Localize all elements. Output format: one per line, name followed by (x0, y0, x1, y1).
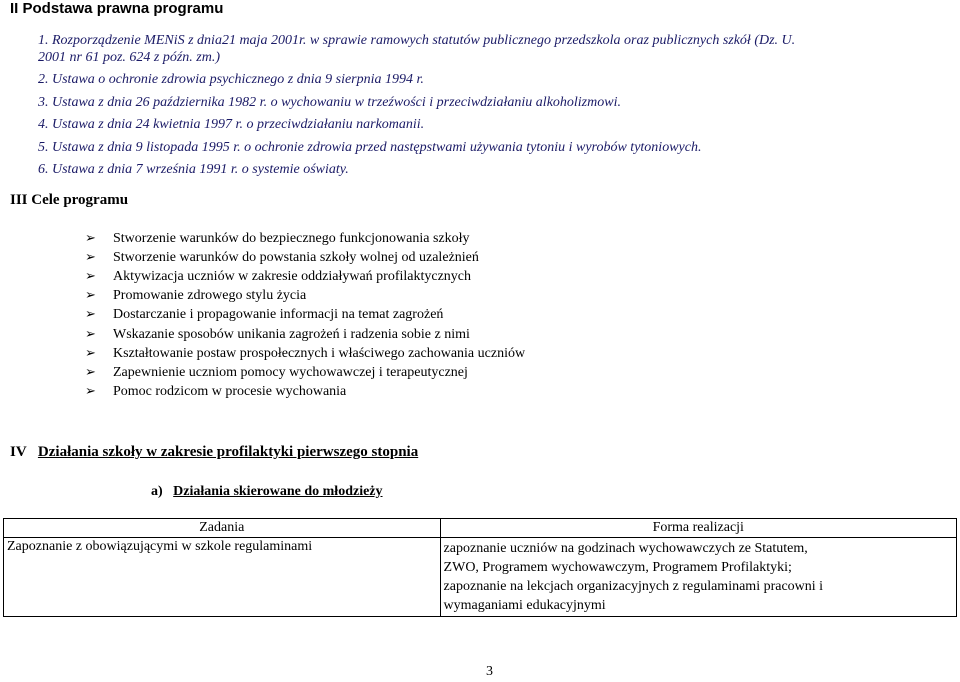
goal-item (85, 365, 468, 381)
form-line: zapoznanie uczniów na godzinach wychowawczych ze Statutem, (443, 541, 808, 556)
goal-item (85, 288, 306, 304)
arrowhead-bullet-icon: ➢ (85, 288, 96, 304)
subsection-title: Działania skierowane do młodzieży (173, 484, 383, 499)
goal-text: Stworzenie warunków do bezpiecznego funkcjonowania szkoły (113, 231, 470, 246)
goal-item (85, 346, 525, 362)
table-row (4, 538, 957, 617)
actions-table (3, 518, 957, 617)
law-item-3: 3. Ustawa z dnia 26 października 1982 r. o wychowaniu w trzeźwości i przeciwdziałaniu alkoholizmowi. (38, 95, 621, 110)
section-4-title: Działania szkoły w zakresie profilaktyki pierwszego stopnia (37, 444, 419, 460)
section-4-heading (10, 444, 418, 461)
arrowhead-bullet-icon: ➢ (85, 383, 96, 399)
arrowhead-bullet-icon: ➢ (85, 307, 96, 323)
section-2-heading: II Podstawa prawna programu (10, 0, 224, 17)
arrowhead-bullet-icon: ➢ (85, 326, 96, 342)
subsection-letter: a) (151, 484, 163, 499)
arrowhead-bullet-icon: ➢ (85, 364, 96, 380)
goal-item (85, 327, 470, 343)
goal-item (85, 384, 346, 400)
law-item-1: 1. Rozporządzenie MENiS z dnia21 maja 2001r. w sprawie ramowych statutów publicznego przedszkola oraz publicznych szkół (Dz. U. (38, 33, 796, 48)
law-item-5: 5. Ustawa z dnia 9 listopada 1995 r. o ochronie zdrowia przed następstwami używania tytoniu i wyrobów tytoniowych. (38, 140, 702, 155)
goal-text: Promowanie zdrowego stylu życia (113, 288, 307, 304)
goal-item (85, 250, 479, 266)
section-3-heading: III Cele programu (10, 192, 129, 208)
arrowhead-bullet-icon: ➢ (85, 250, 96, 266)
goal-text: Kształtowanie postaw prospołecznych i właściwego zachowania uczniów (113, 345, 526, 361)
goal-text: Dostarczanie i propagowanie informacji na temat zagrożeń (113, 307, 444, 323)
law-item-2: 2. Ustawa o ochronie zdrowia psychicznego z dnia 9 sierpnia 1994 r. (38, 72, 424, 87)
law-item-4: 4. Ustawa z dnia 24 kwietnia 1997 r. o przeciwdziałaniu narkomanii. (38, 117, 425, 132)
goal-text: Stworzenie warunków do powstania szkoły wolnej od uzależnień (113, 250, 479, 266)
goal-text: Pomoc rodzicom w procesie wychowania (113, 383, 347, 399)
goal-item (85, 307, 443, 323)
page-number: 3 (486, 664, 493, 679)
subsection-heading (151, 484, 383, 500)
goal-text: Zapewnienie uczniom pomocy wychowawczej i terapeutycznej (113, 364, 468, 380)
cell-form (440, 538, 956, 617)
form-line: ZWO, Programem wychowawczym, Programem Profilaktyki; (443, 560, 792, 575)
header-form: Forma realizacji (440, 519, 956, 538)
goal-text: Wskazanie sposobów unikania zagrożeń i radzenia sobie z nimi (113, 326, 470, 342)
goal-item (85, 269, 471, 285)
form-line: wymaganiami edukacyjnymi (443, 598, 606, 613)
goal-item (85, 231, 470, 247)
law-item-1-continued: 2001 nr 61 poz. 624 z późn. zm.) (38, 50, 221, 65)
arrowhead-bullet-icon: ➢ (85, 345, 96, 361)
table-header-row (4, 519, 957, 538)
arrowhead-bullet-icon: ➢ (85, 231, 96, 246)
header-tasks: Zadania (4, 519, 441, 538)
cell-task: Zapoznanie z obowiązującymi w szkole regulaminami (4, 538, 441, 617)
arrowhead-bullet-icon: ➢ (85, 269, 96, 285)
law-item-6: 6. Ustawa z dnia 7 września 1991 r. o systemie oświaty. (38, 162, 349, 177)
section-4-number: IV (10, 444, 27, 460)
goal-text: Aktywizacja uczniów w zakresie oddziaływań profilaktycznych (113, 269, 472, 285)
form-line: zapoznanie na lekcjach organizacyjnych z regulaminami pracowni i (443, 579, 824, 594)
